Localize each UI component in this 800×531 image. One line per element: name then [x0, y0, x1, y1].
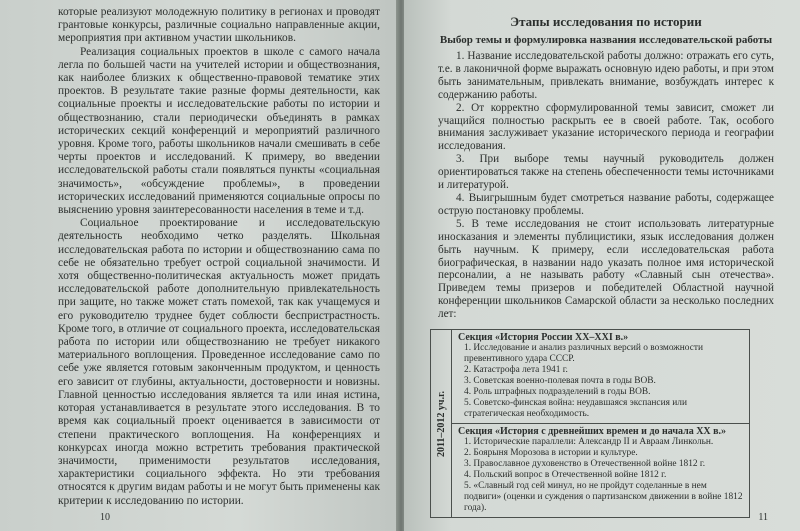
right-page [404, 0, 800, 531]
table-topic: 2. Катастрофа лета 1941 г. [464, 365, 568, 376]
year-label: 2011–2012 уч.г. [435, 390, 447, 457]
table-topic: 4. Роль штрафных подразделений в годы ВОВ. [464, 387, 651, 398]
table-topic: 1. Исторические параллели: Александр II и Авраам Линкольн. [464, 437, 714, 448]
table-topic: 5. «Славный год сей минул, но не пройдут соделанные в нем подвиги» (оценки и суждения о партизанском движении в войне 1812 года). [464, 481, 743, 514]
table-topic: 3. Православное духовенство в Отечественной войне 1812 г. [464, 459, 706, 470]
guideline-item-2: 2. От корректно сформулированной темы зависит, сможет ли учащийся полностью раскрыть ее в своей работе. Так, особого внимания заслуживает указание исторического периода и географии исследования. [438, 101, 774, 153]
guideline-item-3: 3. При выборе темы научный руководитель должен ориентироваться также на степень обеспеченности темы источниками и литературой. [438, 153, 774, 192]
right-page-number: 11 [758, 512, 768, 523]
guideline-item-1: 1. Название исследовательской работы должно: отражать его суть, т.е. в лаконичной форме выражать основную идею работы, и при этом быть занимательным, привлекать внимание, возбуждать интерес к содержанию работы. [438, 50, 774, 101]
table-section-2 [452, 423, 749, 517]
left-text [58, 6, 380, 508]
table-topic: 1. Исследование и анализ различных версий о возможности превентивного удара СССР. [464, 343, 703, 365]
table-section-heading: Секция «История с древнейших времен и до начала XX в.» [458, 426, 727, 438]
left-paragraph-1: которые реализуют молодежную политику в регионах и проводят грантовые конкурсы, различные социально направленные акции, мероприятия при активном участии школьников. [58, 6, 380, 45]
guideline-item-4: 4. Выигрышным будет смотреться название работы, содержащее острую постановку проблемы. [438, 191, 774, 217]
table-sections [452, 330, 749, 517]
table-topic: 2. Боярыня Морозова в истории и культуре. [464, 448, 638, 459]
year-cell [431, 330, 452, 517]
subsection-title: Выбор темы и формулировка названия исследовательской работы [439, 34, 773, 46]
left-page [0, 0, 398, 531]
table-section-heading: Секция «История России XX–XXI в.» [458, 332, 629, 344]
section-title: Этапы исследования по истории [510, 14, 702, 29]
table-topic: 5. Советско-финская война: неудавшаяся экспансия или стратегическая необходимость. [464, 398, 687, 420]
left-paragraph-3: Социальное проектирование и исследовательскую деятельность необходимо четко разделять. Школьная исследовательская работа по истории и обществознанию сама по себе не обязательно требует острой социальной значимости. И хотя общественно-политическая актуальность может придать исследовательской работе дополнительную привлекательность при защите, но также может стать помехой, так как учащемуся и его руководителю труднее будет соблюсти беспристрастность. Кроме того, в отличие от социального проекта, исследовательская работа по истории или обществознанию не требует никакого материального воплощения. Проведенное исследование само по себе уже является готовым законченным продуктом, и ценность его зависит от глубины, актуальности, достоверности и новизны. Главной ценностью исследования является та или иная истина, которая устанавливается в результате этого исследования. В то время как социальный проект оценивается в зависимости от степени практического воплощения. На конференциях и конкурсах иногда можно встретить требования практической значимости, применимости результатов исследования, характеристики социального эффекта. Но эти требования относятся к другим видам работы и не могут быть применены как критерии к исследованию по истории. [58, 217, 380, 507]
topics-table [430, 329, 750, 518]
left-paragraph-2: Реализация социальных проектов в школе с самого начала легла по большей части на учителей истории и обществознания, как наиболее близких к общественно-правовой тематике этих проектов. В результате такие разные формы деятельности, как социальные проекты и исследовательские работы по истории и обществознанию, стали периодически объединять в рамках исторических секций конференций и мероприятий различного уровня. Кроме того, работы школьников начали смешивать в себе черты проектов и исследований. К примеру, во введении исследовательской работы стали появляться пункты «социальная значимость», «обсуждение проблемы», в проведении исторических исследований применяются социальные опросы по выяснению уровня заинтересованности населения в теме и т.д. [58, 45, 380, 217]
table-topic: 3. Советская военно-полевая почта в годы ВОВ. [464, 376, 656, 387]
table-topic: 4. Польский вопрос в Отечественной войне 1812 г. [464, 470, 667, 481]
guideline-list [438, 50, 774, 321]
table-section-1 [452, 330, 749, 423]
guideline-item-5: 5. В теме исследования не стоит использовать литературные иносказания и элементы публицистики, язык исследования должен быть научным. К примеру, если исследовательская работа биографическая, в названии надо указать полное имя исторической персоналии, а не называть работу «Славный сын отечества». Приведем темы призеров и победителей Областной научной конференции школьников Самарской области за несколько последних лет: [438, 217, 774, 321]
left-page-number: 10 [100, 512, 110, 523]
